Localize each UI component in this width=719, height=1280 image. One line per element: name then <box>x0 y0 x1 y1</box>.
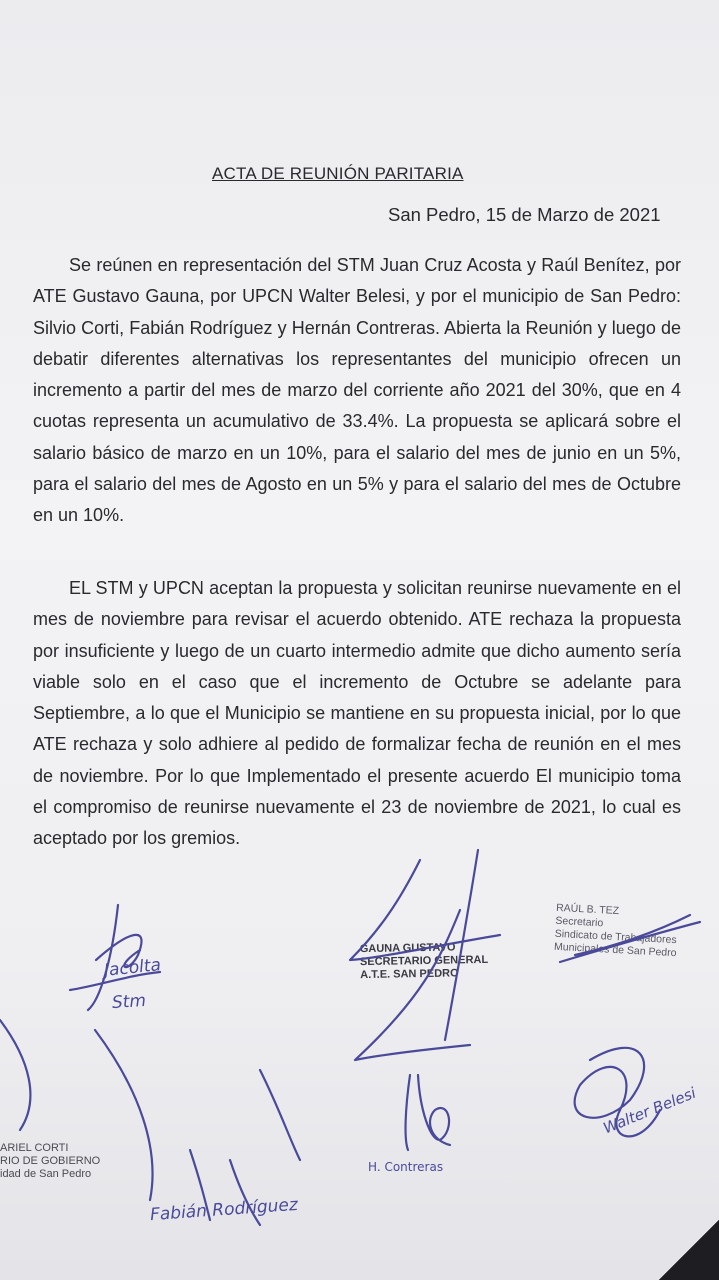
stm-stamp-line: Municipales de San Pedro <box>553 940 677 960</box>
belesi-name: Walter Belesi <box>600 1083 699 1138</box>
corti-stamp-line: ARIEL CORTI <box>0 1142 69 1154</box>
paragraph-1: Se reúnen en representación del STM Juan Cruz Acosta y Raúl Benítez, por ATE Gustavo Gauna, por UPCN Walter Belesi, y por el municipio de San Pedro: Silvio Corti, Fabián Rodríguez y Hernán Contreras. Abierta la Reunión y luego de debatir diferentes alternativas los representantes del municipio ofrecen un incremento a partir del mes de marzo del corriente año 2021 del 30%, que en 4 cuotas representa un acumulativo de 33.4%. La propuesta se aplicará sobre el salario básico de marzo en un 10%, para el salario del mes de junio en un 5%, para el salario del mes de Agosto en un 5% y para el salario del mes de Octubre en un 10%. <box>33 255 681 526</box>
contreras-name: H. Contreras <box>368 1160 444 1174</box>
acosta-org: Stm <box>111 990 147 1014</box>
dark-corner <box>659 1220 719 1280</box>
ate-stamp-line: SECRETARIO GENERAL <box>359 953 489 969</box>
stm-stamp-line: Sindicato de Trabajadores <box>554 927 677 947</box>
paragraph-2: EL STM y UPCN aceptan la propuesta y solicitan reunirse nuevamente en el mes de noviembre para revisar el acuerdo obtenido. ATE rechaza la propuesta por insuficiente y luego de un cuarto intermedio admite que dicho aumento sería viable solo en el caso que el incremento de Octubre se adelante para Septiembre, a lo que el Municipio se mantiene en su propuesta inicial, por lo que ATE rechaza y solo adhiere al pedido de formalizar fecha de reunión en el mes de noviembre. Por lo que Implementado el presente acuerdo El municipio toma el compromiso de reunirse nuevamente el 23 de noviembre de 2021, lo cual es aceptado por los gremios. <box>33 578 681 849</box>
rodriguez-name: Fabián Rodríguez <box>149 1194 299 1226</box>
stm-stamp-line: Secretario <box>555 914 604 930</box>
corti-stamp-line: idad de San Pedro <box>0 1168 92 1180</box>
acosta-name: Jacolta <box>103 955 162 981</box>
corti-stamp-line: RIO DE GOBIERNO <box>0 1155 101 1167</box>
place-date: San Pedro, 15 de Marzo de 2021 <box>388 204 661 225</box>
contreras-signature <box>406 1075 450 1150</box>
ate-stamp <box>360 941 489 982</box>
ate-stamp-line: GAUNA GUSTAVO <box>359 941 456 956</box>
document-title: ACTA DE REUNIÓN PARITARIA <box>212 164 464 183</box>
stm-stamp-line: RAÚL B. TEZ <box>555 901 620 918</box>
ate-stamp-line: A.T.E. SAN PEDRO <box>360 967 459 982</box>
stm-stamp <box>554 902 679 960</box>
corti-stamp <box>0 1142 100 1181</box>
